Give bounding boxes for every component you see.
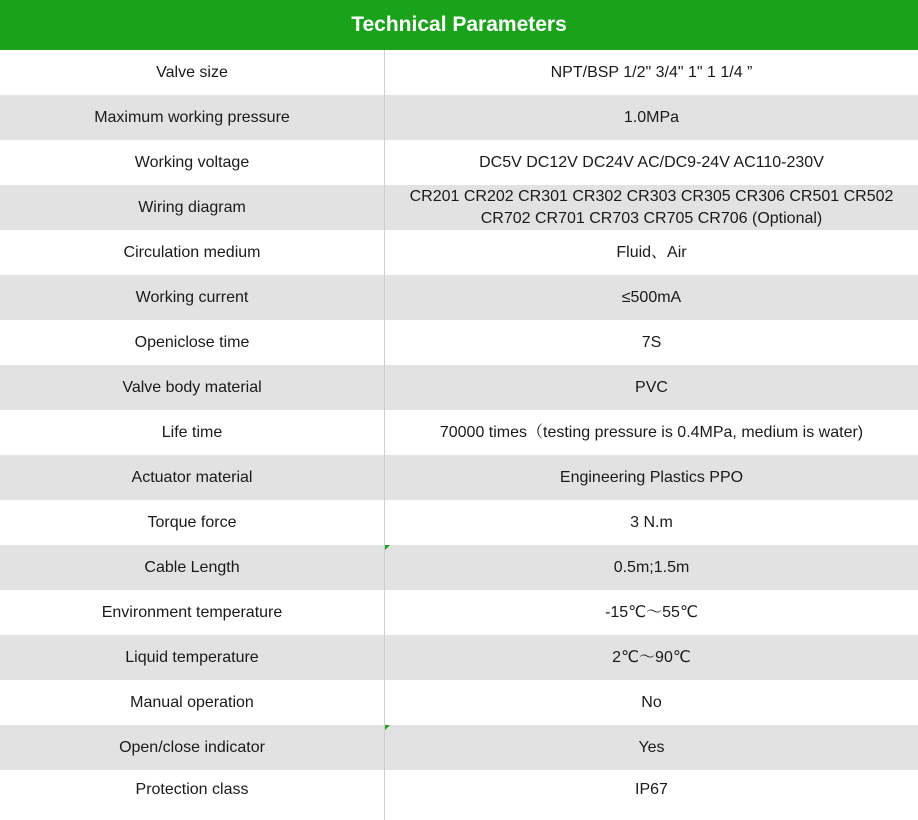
row-value: No [384,680,918,725]
row-value: IP67 [384,770,918,810]
row-value: PVC [384,365,918,410]
table-row [0,770,918,810]
row-label: Protection class [135,781,249,798]
row-label: Valve body material [122,378,262,396]
row-value: 3 N.m [384,500,918,545]
row-label: Life time [161,423,223,441]
row-label: Working voltage [134,153,250,171]
table-row [0,320,918,365]
row-value: NPT/BSP 1/2" 3/4" 1" 1 1/4 ” [384,50,918,95]
row-label: Manual operation [130,693,254,711]
row-label: Cable Length [144,558,240,576]
row-label: Open/close indicator [119,738,265,756]
row-label: Wiring diagram [138,198,246,216]
row-value-text: Yes [638,738,665,756]
table-bottom-edge [0,810,918,820]
table-row [0,545,918,590]
table-bottom-edge-right [384,810,918,820]
page-title-bar [0,0,918,50]
row-value [384,545,918,590]
row-value: -15℃～55℃ [384,590,918,635]
row-value: Fluid、Air [384,230,918,275]
row-label: Torque force [147,513,237,531]
table-row [0,635,918,680]
row-value: 1.0MPa [384,95,918,140]
table-row [0,410,918,455]
row-value: ≤500mA [384,275,918,320]
row-value: 2℃～90℃ [384,635,918,680]
table-row [0,365,918,410]
table-row [0,725,918,770]
row-value: 70000 times（testing pressure is 0.4MPa, medium is water) [384,410,918,455]
table-row [0,230,918,275]
table-row [0,500,918,545]
table-row [0,95,918,140]
row-label: Actuator material [131,468,253,486]
table-bottom-edge-left [0,810,384,820]
table-row [0,680,918,725]
row-label: Circulation medium [123,243,261,261]
row-label: Liquid temperature [125,648,259,666]
row-value-text: 0.5m;1.5m [613,558,690,576]
table-row [0,275,918,320]
page-title: Technical Parameters [351,13,567,36]
row-value: DC5V DC12V DC24V AC/DC9-24V AC110-230V [384,140,918,185]
table-row [0,140,918,185]
row-value: 7S [384,320,918,365]
table-row [0,50,918,95]
row-label: Environment temperature [101,603,283,621]
cell-corner-marker [385,725,390,730]
table-row [0,185,918,230]
table-row [0,590,918,635]
row-label: Maximum working pressure [94,108,290,126]
row-value: Engineering Plastics PPO [384,455,918,500]
row-value [384,725,918,770]
row-label: Openiclose time [134,333,250,351]
row-value: CR201 CR202 CR301 CR302 CR303 CR305 CR306 CR501 CR502 CR702 CR701 CR703 CR705 CR706 (Optional) [384,185,918,230]
table-row [0,455,918,500]
cell-corner-marker [385,545,390,550]
parameters-table [0,50,918,820]
row-label: Working current [135,288,249,306]
row-label: Valve size [156,63,228,81]
